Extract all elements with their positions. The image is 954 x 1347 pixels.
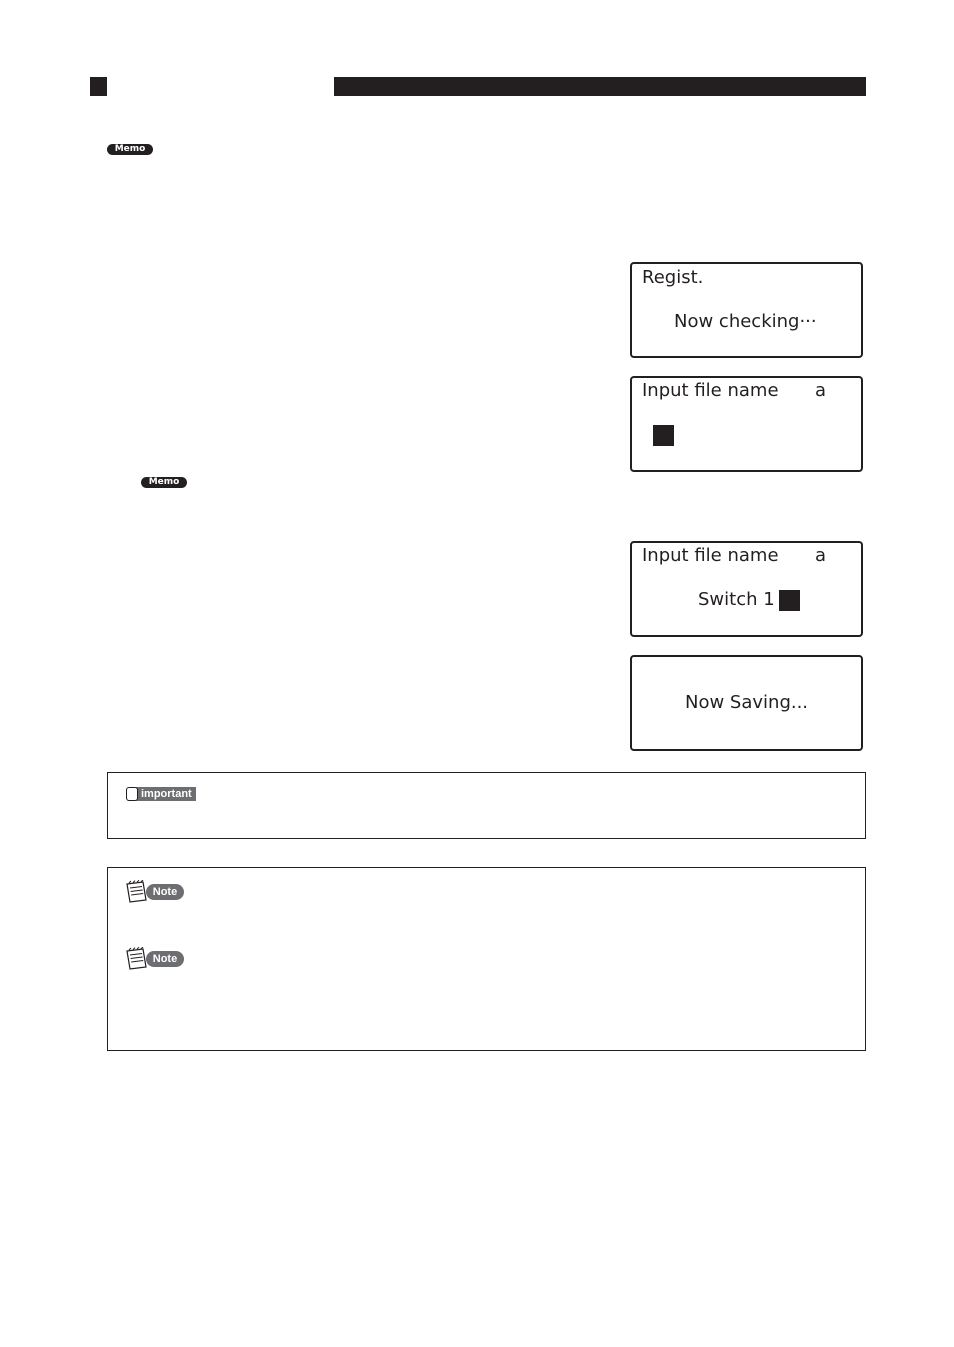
important-badge xyxy=(126,786,196,802)
important-icon xyxy=(126,787,138,801)
lcd-filename-value: Switch 1 xyxy=(698,589,775,610)
lcd-line1: Regist. xyxy=(642,267,704,288)
note-label: Note xyxy=(146,951,184,967)
lcd-title: Input file name xyxy=(642,545,779,566)
note-badge xyxy=(124,947,186,971)
memo-badge: Memo xyxy=(141,477,187,488)
lcd-title: Input file name xyxy=(642,380,779,401)
text-cursor xyxy=(779,590,800,611)
note-label: Note xyxy=(146,884,184,900)
lcd-regist-screen xyxy=(630,262,863,358)
lcd-line2: Now checking··· xyxy=(674,311,817,332)
lcd-saving-screen xyxy=(630,655,863,751)
important-label: important xyxy=(136,787,196,801)
lcd-mode-indicator: a xyxy=(815,380,827,401)
text-cursor xyxy=(653,425,674,446)
note-box xyxy=(107,867,866,1051)
lcd-line1: Now Saving... xyxy=(685,692,809,713)
lcd-input-filled-screen xyxy=(630,541,863,637)
section-header-bar xyxy=(334,77,866,96)
note-badge xyxy=(124,880,186,904)
section-marker xyxy=(90,77,107,96)
lcd-mode-indicator: a xyxy=(815,545,827,566)
memo-badge: Memo xyxy=(107,144,153,155)
lcd-input-empty-screen xyxy=(630,376,863,472)
important-box xyxy=(107,772,866,839)
